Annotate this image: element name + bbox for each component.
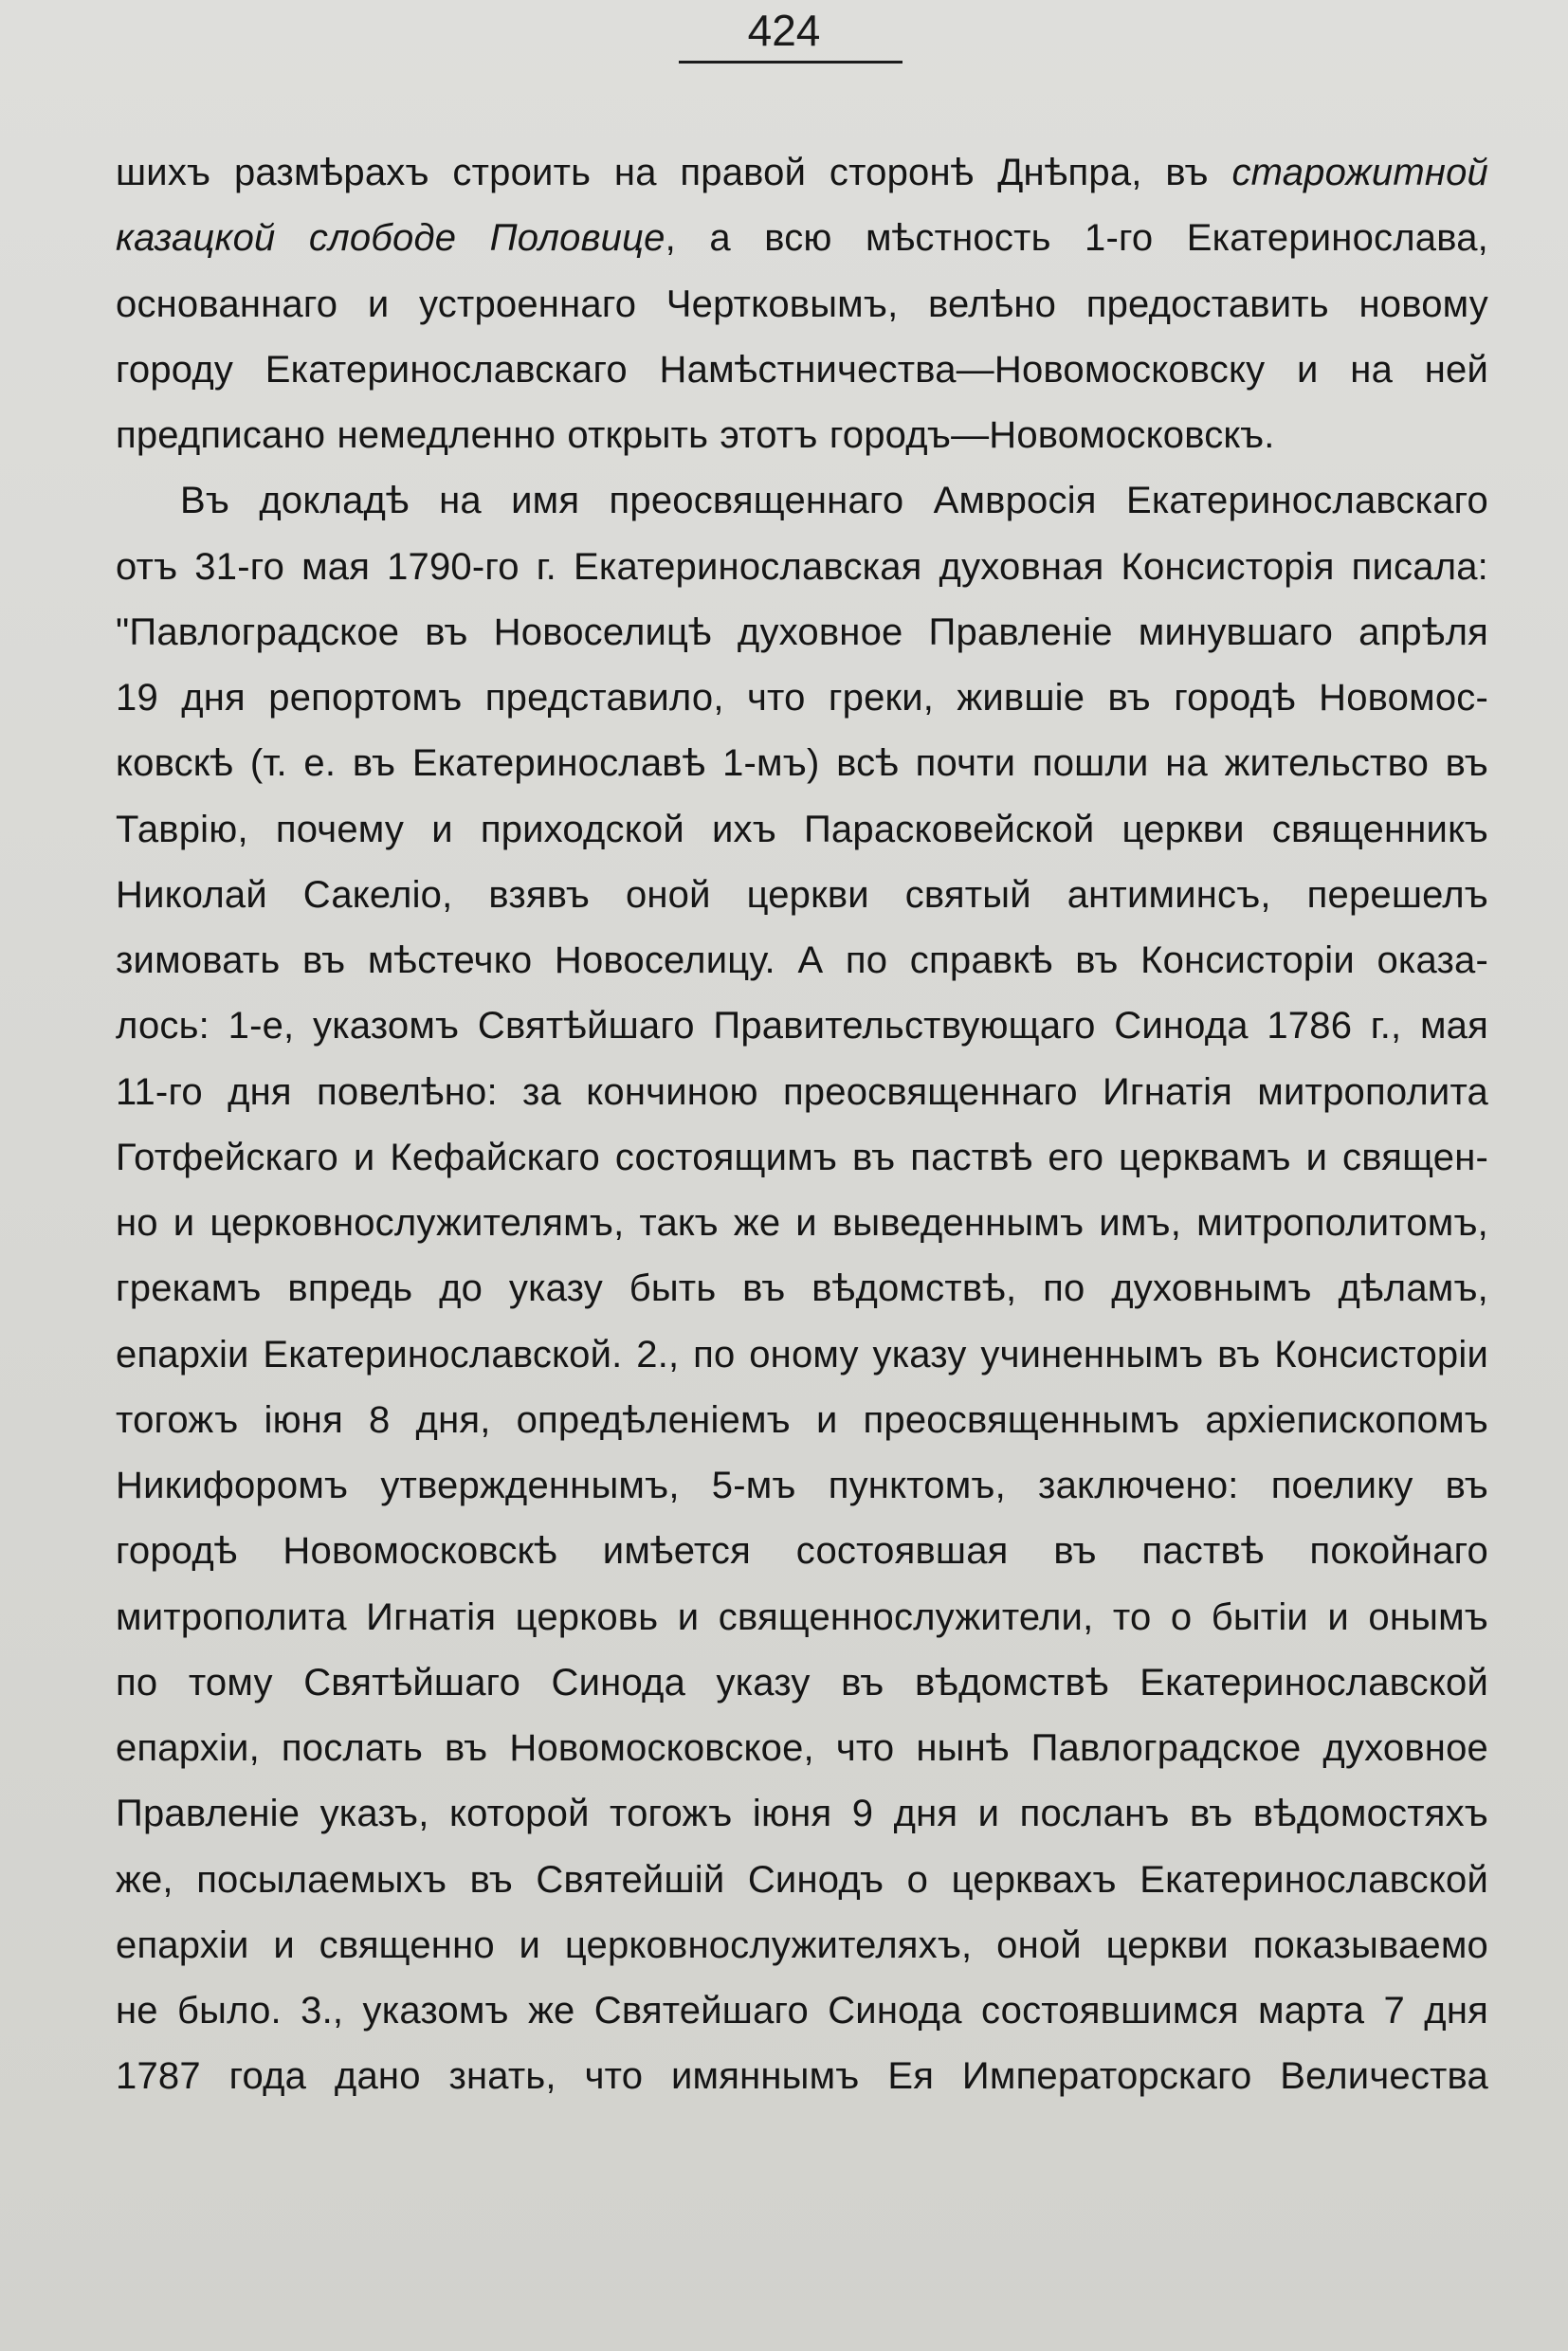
text-line: митрополита Игнатія церковь и священнослужители, то о бытіи и онымъ <box>116 1595 1488 1638</box>
text-line: 19 дня репортомъ представило, что греки, жившіе въ городѣ Новомос- <box>116 677 1488 719</box>
text-line: 11-го дня повелѣно: за кончиною преосвященнаго Игнатія митрополита <box>116 1070 1488 1113</box>
text-line: по тому Святѣйшаго Синода указу въ вѣдомствѣ Екатеринославской <box>116 1661 1488 1704</box>
text-line: Николай Сакеліо, взявъ оной церкви святый антиминсъ, перешелъ <box>116 873 1488 916</box>
text-line: лось: 1-е, указомъ Святѣйшаго Правительствующаго Синода 1786 г., мая <box>116 1005 1488 1048</box>
text-line: же, посылаемыхъ въ Святейшій Синодъ о церквахъ Екатеринославской <box>116 1858 1488 1901</box>
paragraph-first-line: Въ докладѣ на имя преосвященнаго Амвросія Екатеринославскаго <box>180 480 1488 522</box>
text-line: основаннаго и устроеннаго Чертковымъ, велѣно предоставить новому <box>116 282 1488 325</box>
page-number: 424 <box>747 6 821 55</box>
text-line: казацкой слободе Половице, а всю мѣстность 1-го Екатеринослава, <box>116 217 1488 260</box>
text-line: Таврію, почему и приходской ихъ Парасковейской церкви священникъ <box>116 808 1488 850</box>
text-line: городу Екатеринославскаго Намѣстничества—Новомосковску и на ней <box>116 348 1488 391</box>
text-line: 1787 года дано знать, что имяннымъ Ея Императорскаго Величества <box>116 2055 1488 2098</box>
text-line: "Павлоградское въ Новоселицѣ духовное Правленіе минувшаго апрѣля <box>116 611 1488 653</box>
text-line: зимовать въ мѣстечко Новоселицу. А по справкѣ въ Консисторіи оказа- <box>116 939 1488 981</box>
text-line: епархіи, послать въ Новомосковское, что нынѣ Павлоградское духовное <box>116 1727 1488 1769</box>
text-line: но и церковнослужителямъ, такъ же и выведеннымъ имъ, митрополитомъ, <box>116 1202 1488 1244</box>
text-line: отъ 31-го мая 1790-го г. Екатеринославская духовная Консисторія писала: <box>116 545 1488 588</box>
text-line: шихъ размѣрахъ строить на правой сторонѣ Днѣпра, въ старожитной <box>116 152 1488 193</box>
text-line: предписано немедленно открыть этотъ городъ—Новомосковскъ. <box>116 414 1275 456</box>
text-line: городѣ Новомосковскѣ имѣется состоявшая въ паствѣ покойнаго <box>116 1530 1488 1573</box>
text-line: Правленіе указъ, которой тогожъ іюня 9 дня и посланъ въ вѣдомостяхъ <box>116 1793 1488 1835</box>
page-number-rule <box>679 61 903 64</box>
text-line: епархіи Екатеринославской. 2., по оному указу учиненнымъ въ Консисторіи <box>116 1333 1488 1376</box>
text-line: Готфейскаго и Кефайскаго состоящимъ въ паствѣ его церквамъ и священ- <box>116 1136 1488 1178</box>
text-line: епархіи и священно и церковнослужителяхъ, оной церкви показываемо <box>116 1923 1488 1966</box>
text-line: не было. 3., указомъ же Святейшаго Синода состоявшимся марта 7 дня <box>116 1990 1488 2032</box>
text-line: Никифоромъ утвержденнымъ, 5-мъ пунктомъ, заключено: поелику въ <box>116 1465 1488 1506</box>
text-line: тогожъ іюня 8 дня, опредѣленіемъ и преосвященнымъ архіепископомъ <box>116 1398 1488 1441</box>
text-line: грекамъ впредь до указу быть въ вѣдомствѣ, по духовнымъ дѣламъ, <box>116 1267 1488 1310</box>
text-line: ковскѣ (т. е. въ Екатеринославѣ 1-мъ) всѣ почти пошли на жительство въ <box>116 742 1488 785</box>
body-text <box>116 140 1488 2110</box>
